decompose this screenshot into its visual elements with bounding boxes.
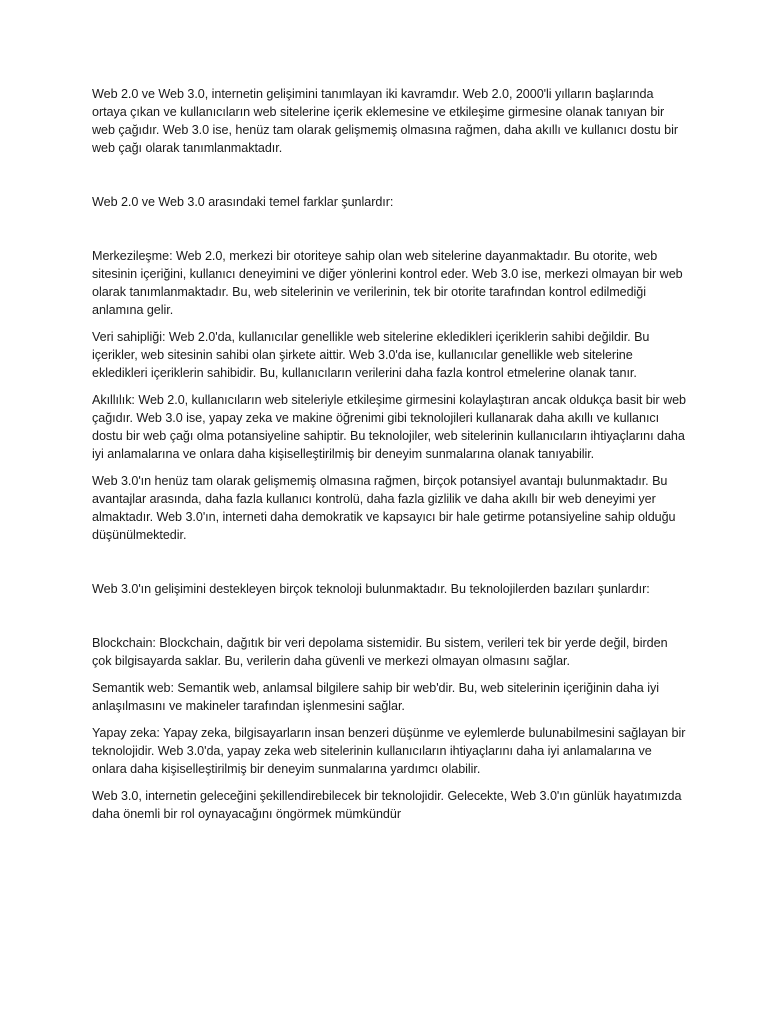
conclusion-paragraph: Web 3.0, internetin geleceğini şekillendirebilecek bir teknolojidir. Gelecekte, Web 3.0'ın günlük hayatımızda daha önemli bir rol oynayacağını öngörmek mümkündür [92, 789, 682, 821]
advantages-paragraph: Web 3.0'ın henüz tam olarak gelişmemiş olmasına rağmen, birçok potansiyel avantajı bulunmaktadır. Bu avantajlar arasında, daha fazla kullanıcı kontrolü, daha fazla gizlilik ve daha akıllı bir web deneyimi yer almaktadır. Web 3.0'ın, interneti daha demokratik ve kapsayıcı bir hale getirme potansiyeline sahip olduğu düşünülmektedir. [92, 474, 676, 542]
blockchain-paragraph: Blockchain: Blockchain, dağıtık bir veri depolama sistemidir. Bu sistem, verileri tek bir yerde değil, birden çok bilgisayarda saklar. Bu, verilerin daha güvenli ve merkezi olmayan olmasını sağlar. [92, 636, 668, 668]
ai-paragraph: Yapay zeka: Yapay zeka, bilgisayarların insan benzeri düşünme ve eylemlerde bulunabilmesini sağlayan bir teknolojidir. Web 3.0'da, yapay zeka web sitelerinin kullanıcıların ihtiyaçlarını daha iyi anlamalarına ve onlara daha kişiselleştirilmiş bir deneyim sunmalarına yardımcı olabilir. [92, 726, 686, 776]
document-body [92, 85, 686, 823]
technologies-heading: Web 3.0'ın gelişimini destekleyen birçok teknoloji bulunmaktadır. Bu teknolojilerden bazıları şunlardır: [92, 582, 650, 596]
intelligence-paragraph: Akıllılık: Web 2.0, kullanıcıların web siteleriyle etkileşime girmesini kolaylaştıran ancak oldukça basit bir web çağıdır. Web 3.0 ise, yapay zeka ve makine öğrenimi gibi teknolojileri kullanarak daha akıllı ve kullanıcı dostu bir web çağı olma potansiyeline sahiptir. Bu teknolojiler, web sitelerinin kullanıcıların ihtiyaçlarını daha iyi anlamalarına ve onlara daha kişiselleştirilmiş bir deneyim sunmalarına olanak tanıyabilir. [92, 393, 686, 461]
decentralization-paragraph: Merkezileşme: Web 2.0, merkezi bir otoriteye sahip olan web sitelerine dayanmaktadır. Bu otorite, web sitesinin içeriğini, kullanıcı deneyimini ve diğer yönlerini kontrol eder. Web 3.0 ise, merkezi olmayan bir web olarak tanımlanmaktadır. Bu, web sitelerinin ve verilerinin, tek bir otorite tarafından kontrol edilmediği anlamına gelir. [92, 249, 683, 317]
intro-paragraph: Web 2.0 ve Web 3.0, internetin gelişimini tanımlayan iki kavramdır. Web 2.0, 2000'li yılların başlarında ortaya çıkan ve kullanıcıların web sitelerine içerik eklemesine ve etkileşime girmesine olanak tanıyan bir web çağıdır. Web 3.0 ise, henüz tam olarak gelişmemiş olmasına rağmen, daha akıllı ve kullanıcı dostu bir web çağı olarak tanımlanmaktadır. [92, 87, 679, 155]
differences-heading: Web 2.0 ve Web 3.0 arasındaki temel farklar şunlardır: [92, 195, 394, 209]
semantic-web-paragraph: Semantik web: Semantik web, anlamsal bilgilere sahip bir web'dir. Bu, web sitelerinin içeriğinin daha iyi anlaşılmasını ve makineler tarafından işlenmesini sağlar. [92, 681, 659, 713]
data-ownership-paragraph: Veri sahipliği: Web 2.0'da, kullanıcılar genellikle web sitelerine ekledikleri içeriklerin sahibi değildir. Bu içerikler, web sitesinin sahibi olan şirkete aittir. Web 3.0'da ise, kullanıcılar genellikle web sitelerine ekledikleri içeriklerin sahibidir. Bu, kullanıcıların verilerini daha fazla kontrol etmelerine olanak tanır. [92, 330, 650, 380]
